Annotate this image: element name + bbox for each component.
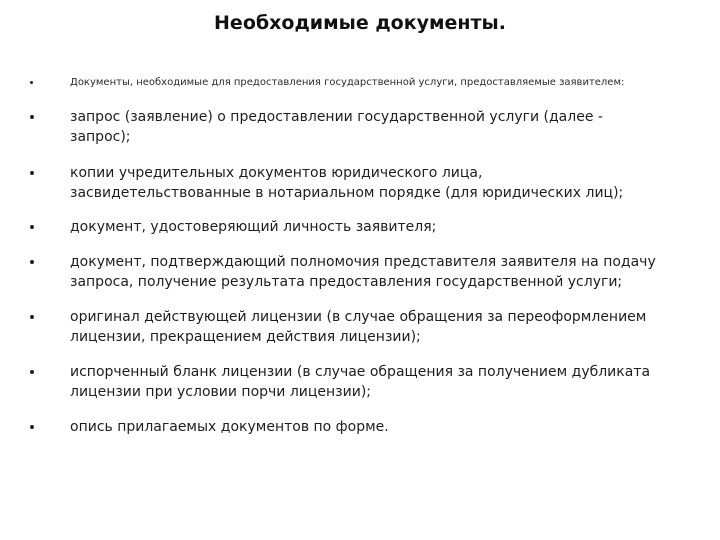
slide-title: Необходимые документы.: [214, 12, 506, 34]
list-item: [28, 163, 678, 203]
list-item: [28, 362, 678, 402]
list-item: [28, 107, 678, 147]
list-item-text: запрос (заявление) о предоставлении государственной услуги (далее - запрос);: [70, 109, 603, 145]
intro-item: [28, 76, 678, 90]
list-item: [28, 217, 678, 237]
list-item-text: испорченный бланк лицензии (в случае обращения за получением дубликата лицензии при условии порчи лицензии);: [70, 364, 651, 400]
list-item: [28, 307, 678, 347]
list-item: [28, 252, 678, 292]
list-item-text: документ, подтверждающий полномочия представителя заявителя на подачу запроса, получение результата предоставления государственной услуги;: [70, 254, 656, 290]
list-item-text: опись прилагаемых документов по форме.: [70, 419, 389, 435]
list-item: [28, 417, 678, 437]
list-item-text: копии учредительных документов юридического лица, засвидетельствованные в нотариальном порядке (для юридических лиц);: [70, 165, 624, 201]
list-item-text: документ, удостоверяющий личность заявителя;: [70, 219, 437, 235]
list-item-text: оригинал действующей лицензии (в случае обращения за переоформлением лицензии, прекращением действия лицензии);: [70, 309, 647, 345]
intro-text: Документы, необходимые для предоставления государственной услуги, предоставляемые заявителем:: [70, 77, 625, 88]
